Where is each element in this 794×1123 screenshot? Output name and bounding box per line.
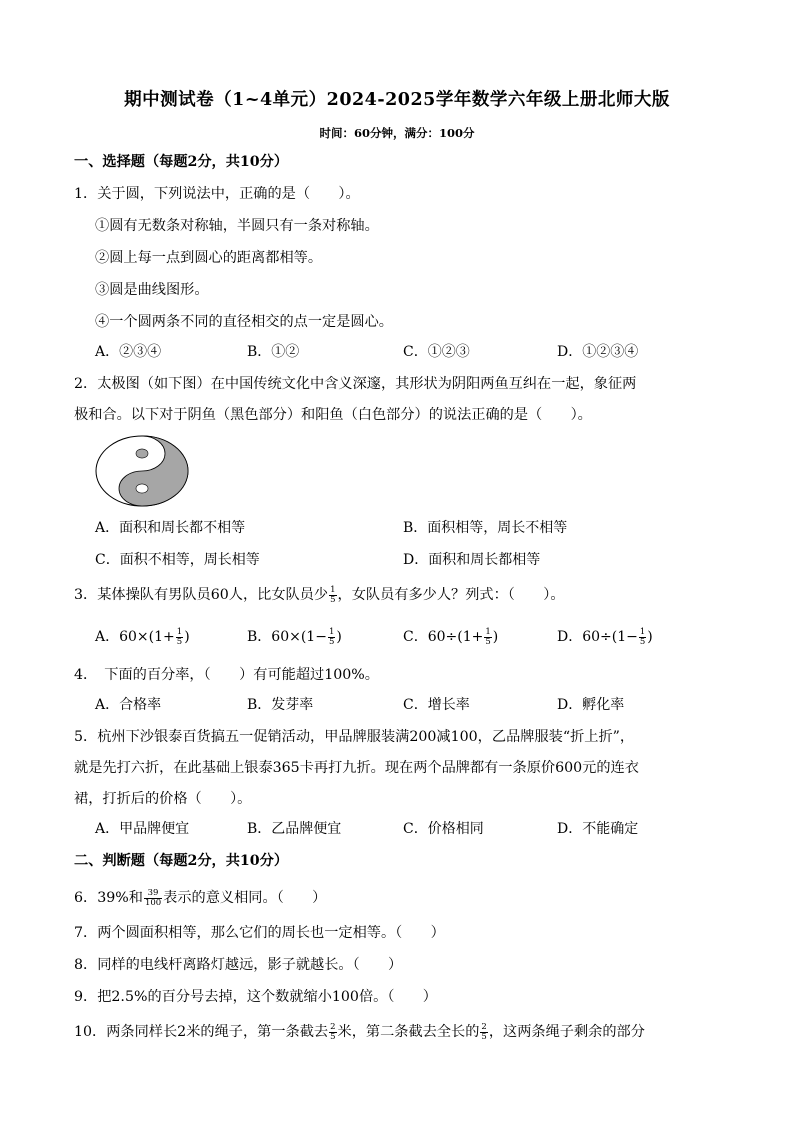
q8-stem: 8．同样的电线杆离路灯越远，影子就越长。（ ）	[74, 957, 403, 973]
q1-option-c[interactable]: C．①②③	[403, 344, 470, 360]
q5-stem-line2: 就是先打六折，在此基础上银泰365卡再打九折。现在两个品牌都有一条原价600元的连衣	[74, 760, 639, 776]
q6-stem: 6．39%和 $\frac{39}{100}$ 表示的意义相同。（ ）	[74, 887, 327, 908]
q4-option-d[interactable]: D．孵化率	[557, 697, 625, 713]
fraction-39-100: $\frac{39}{100}$	[144, 887, 162, 908]
exam-time-info: 时间：60分钟，满分：100分	[319, 126, 475, 140]
q3-stem	[74, 585, 565, 605]
fraction-one-fifth: $\frac{1}{5}$	[330, 584, 336, 605]
q5-option-d[interactable]: D．不能确定	[557, 821, 639, 837]
q7-stem: 7．两个圆面积相等，那么它们的周长也一定相等。（ ）	[74, 925, 445, 941]
q5-option-b[interactable]: B．乙品牌便宜	[247, 821, 342, 837]
q1-statement-3: ③圆是曲线图形。	[95, 282, 209, 298]
q10-stem: 10．两条同样长2米的绳子，第一条截去 $\frac{2}{5}$ 米，第二条截去全长的 $\frac{2}{5}$ ，这两条绳子剩余的部分	[74, 1021, 645, 1042]
q1-option-d[interactable]: D．①②③④	[557, 344, 639, 360]
q3-stem-pre: 3．某体操队有男队员60人，比女队员少	[74, 587, 329, 603]
q2-option-d[interactable]: D．面积和周长都相等	[403, 552, 541, 568]
q1-statement-2: ②圆上每一点到圆心的距离都相等。	[95, 250, 323, 266]
q2-option-a[interactable]: A．面积和周长都不相等	[95, 520, 246, 536]
section-heading-judge: 二、判断题（每题2分，共10分）	[74, 853, 289, 869]
q3-stem-post: ，女队员有多少人？列式：（ ）。	[337, 587, 565, 603]
q3-option-c[interactable]: C．60÷(1+ $\frac{1}{5}$ )	[403, 626, 499, 647]
q5-option-a[interactable]: A．甲品牌便宜	[95, 821, 190, 837]
q2-option-b[interactable]: B．面积相等，周长不相等	[403, 520, 568, 536]
q3-option-b[interactable]: B．60×(1− $\frac{1}{5}$ )	[247, 626, 342, 647]
q1-statement-4: ④一个圆两条不同的直径相交的点一定是圆心。	[95, 314, 393, 330]
taiji-yin-yang-figure	[94, 434, 190, 508]
q3-option-d[interactable]: D．60÷(1− $\frac{1}{5}$ )	[557, 626, 653, 647]
q1-stem: 1．关于圆，下列说法中，正确的是（ ）。	[74, 186, 360, 202]
q4-option-b[interactable]: B．发芽率	[247, 697, 314, 713]
q2-stem-line2: 极和合。以下对于阴鱼（黑色部分）和阳鱼（白色部分）的说法正确的是（ ）。	[74, 407, 592, 423]
q9-stem: 9．把2.5%的百分号去掉，这个数就缩小100倍。（ ）	[74, 989, 437, 1005]
page-title: 期中测试卷（1~4单元）2024-2025学年数学六年级上册北师大版	[124, 90, 670, 110]
q1-option-a[interactable]: A．②③④	[95, 344, 162, 360]
q5-stem-line3: 裙，打折后的价格（ ）。	[74, 791, 252, 807]
q2-option-c[interactable]: C．面积不相等，周长相等	[95, 552, 260, 568]
q2-stem-line1: 2．太极图（如下图）在中国传统文化中含义深邃，其形状为阴阳两鱼互纠在一起，象征两	[74, 376, 637, 392]
q5-stem-line1: 5．杭州下沙银泰百货搞五一促销活动，甲品牌服装满200减100，乙品牌服装“折上折”，	[74, 729, 635, 745]
q4-option-a[interactable]: A．合格率	[95, 697, 162, 713]
q1-option-b[interactable]: B．①②	[247, 344, 300, 360]
q1-statement-1: ①圆有无数条对称轴，半圆只有一条对称轴。	[95, 218, 379, 234]
q5-option-c[interactable]: C．价格相同	[403, 821, 484, 837]
section-heading-choice: 一、选择题（每题2分，共10分）	[74, 154, 289, 170]
q4-option-c[interactable]: C．增长率	[403, 697, 470, 713]
q4-stem: 4． 下面的百分率，（ ）有可能超过100%。	[74, 667, 379, 683]
q3-option-a[interactable]: A．60×(1+ $\frac{1}{5}$ )	[95, 626, 190, 647]
